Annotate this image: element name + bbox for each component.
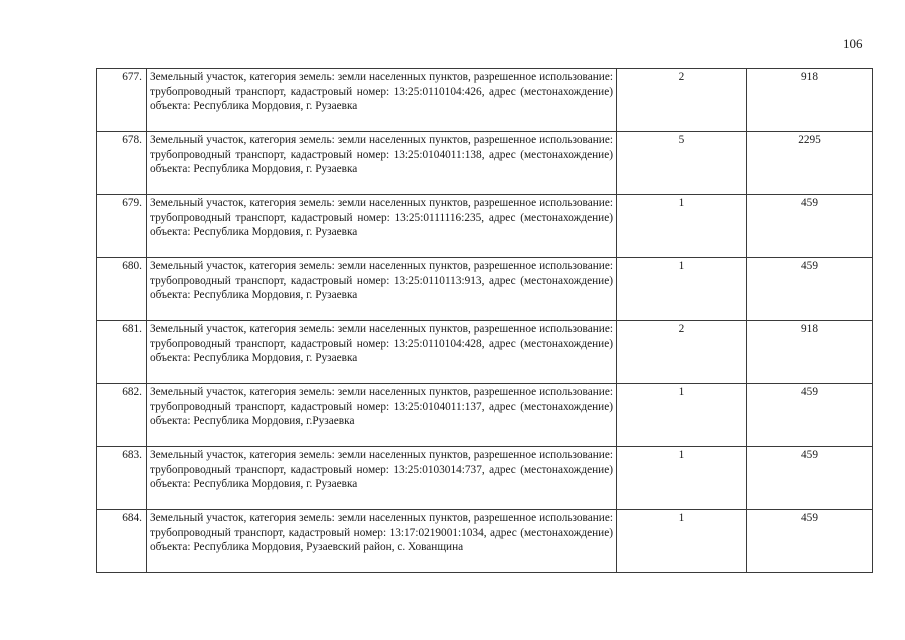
table-row bbox=[97, 321, 873, 384]
row-number: 684. bbox=[97, 510, 147, 573]
plot-quantity: 1 bbox=[617, 258, 747, 321]
plot-description: Земельный участок, категория земель: земли населенных пунктов, разрешенное использование: трубопроводный транспорт, кадастровый номер: 13:17:0219001:1034, адрес (местонахождение) объекта: Республика Мордовия, Рузаевский район, с. Хованщина bbox=[147, 510, 617, 573]
plot-quantity: 2 bbox=[617, 321, 747, 384]
plot-area: 459 bbox=[747, 195, 873, 258]
row-number: 679. bbox=[97, 195, 147, 258]
plot-quantity: 1 bbox=[617, 510, 747, 573]
page-number: 106 bbox=[843, 36, 863, 51]
table-row bbox=[97, 510, 873, 573]
row-number: 682. bbox=[97, 384, 147, 447]
table-row bbox=[97, 195, 873, 258]
plot-description: Земельный участок, категория земель: земли населенных пунктов, разрешенное использование: трубопроводный транспорт, кадастровый номер: 13:25:0103014:737, адрес (местонахождение) объекта: Республика Мордовия, г. Рузаевка bbox=[147, 447, 617, 510]
plot-area: 918 bbox=[747, 321, 873, 384]
row-number: 683. bbox=[97, 447, 147, 510]
plot-area: 2295 bbox=[747, 132, 873, 195]
plot-quantity: 1 bbox=[617, 447, 747, 510]
plot-quantity: 5 bbox=[617, 132, 747, 195]
row-number: 678. bbox=[97, 132, 147, 195]
land-plots-table bbox=[96, 68, 873, 573]
plot-area: 918 bbox=[747, 69, 873, 132]
plot-area: 459 bbox=[747, 510, 873, 573]
plot-quantity: 1 bbox=[617, 384, 747, 447]
plot-area: 459 bbox=[747, 447, 873, 510]
plot-quantity: 2 bbox=[617, 69, 747, 132]
plot-quantity: 1 bbox=[617, 195, 747, 258]
table-row bbox=[97, 447, 873, 510]
plot-description: Земельный участок, категория земель: земли населенных пунктов, разрешенное использование: трубопроводный транспорт, кадастровый номер: 13:25:0104011:138, адрес (местонахождение) объекта: Республика Мордовия, г. Рузаевка bbox=[147, 132, 617, 195]
plot-area: 459 bbox=[747, 258, 873, 321]
plot-description: Земельный участок, категория земель: земли населенных пунктов, разрешенное использование: трубопроводный транспорт, кадастровый номер: 13:25:0104011:137, адрес (местонахождение) объекта: Республика Мордовия, г.Рузаевка bbox=[147, 384, 617, 447]
row-number: 681. bbox=[97, 321, 147, 384]
table-row bbox=[97, 258, 873, 321]
table-row bbox=[97, 384, 873, 447]
plot-area: 459 bbox=[747, 384, 873, 447]
row-number: 677. bbox=[97, 69, 147, 132]
plot-description: Земельный участок, категория земель: земли населенных пунктов, разрешенное использование: трубопроводный транспорт, кадастровый номер: 13:25:0110113:913, адрес (местонахождение) объекта: Республика Мордовия, г. Рузаевка bbox=[147, 258, 617, 321]
table-row bbox=[97, 69, 873, 132]
plot-description: Земельный участок, категория земель: земли населенных пунктов, разрешенное использование: трубопроводный транспорт, кадастровый номер: 13:25:0110104:426, адрес (местонахождение) объекта: Республика Мордовия, г. Рузаевка bbox=[147, 69, 617, 132]
plot-description: Земельный участок, категория земель: земли населенных пунктов, разрешенное использование: трубопроводный транспорт, кадастровый номер: 13:25:0111116:235, адрес (местонахождение) объекта: Республика Мордовия, г. Рузаевка bbox=[147, 195, 617, 258]
table-row bbox=[97, 132, 873, 195]
plot-description: Земельный участок, категория земель: земли населенных пунктов, разрешенное использование: трубопроводный транспорт, кадастровый номер: 13:25:0110104:428, адрес (местонахождение) объекта: Республика Мордовия, г. Рузаевка bbox=[147, 321, 617, 384]
row-number: 680. bbox=[97, 258, 147, 321]
